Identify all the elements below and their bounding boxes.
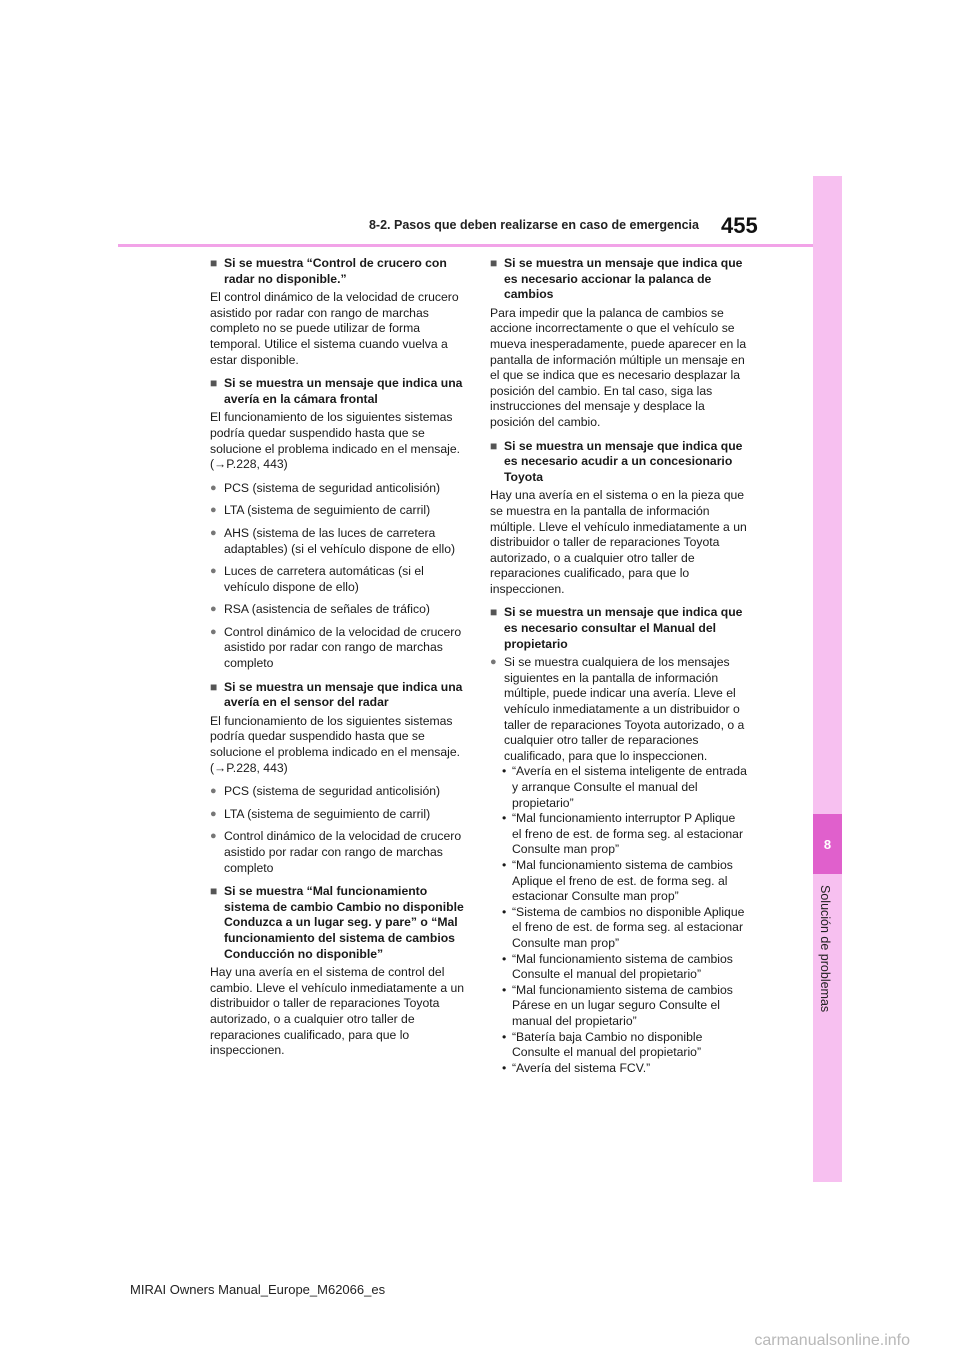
paragraph: El control dinámico de la velocidad de crucero asistido por radar con rango de marchas completo no se puede utilizar de forma temporal. Utilice el sistema cuando vuelva a estar disponible.: [210, 290, 459, 367]
left-column: [210, 256, 468, 1067]
circle-bullet-icon: ●: [210, 603, 217, 616]
square-bullet-icon: ■: [490, 256, 498, 270]
side-tab: [813, 176, 842, 1182]
section-block: [210, 256, 468, 368]
message-item: • “Mal funcionamiento sistema de cambios Consulte el manual del propietario”: [502, 951, 733, 982]
list-item: ● Control dinámico de la velocidad de crucero asistido por radar con rango de marchas completo: [210, 624, 462, 671]
list-item: ● PCS (sistema de seguridad anticolisión): [210, 480, 441, 495]
paragraph: El funcionamiento de los siguientes sistemas podría quedar suspendido hasta que se solucione el problema indicado en el mensaje. (→P.228, 443): [210, 713, 460, 775]
list-item: ● AHS (sistema de las luces de carretera adaptables) (si el vehículo dispone de ello): [210, 525, 456, 556]
section-block: [210, 376, 468, 672]
paragraph: Para impedir que la palanca de cambios se accione incorrectamente o que el vehículo se mueva inesperadamente, puede aparecer en la pantalla de información múltiple un mensaje en el que se indica que es necesario desplazar la posición del cambio. En tal caso, siga las instrucciones del mensaje y desplace la posición del cambio.: [490, 305, 747, 429]
list-item: ● LTA (sistema de seguimiento de carril): [210, 503, 431, 518]
message-item: • “Sistema de cambios no disponible Aplique el freno de est. de forma seg. al estacionar Consulte man prop”: [502, 904, 745, 950]
square-bullet-icon: ■: [210, 884, 218, 899]
right-column: [490, 256, 748, 1084]
watermark: carmanualsonline.info: [754, 1332, 910, 1349]
message-item: • “Mal funcionamiento sistema de cambios Aplique el freno de est. de forma seg. al estacionar Consulte man prop”: [502, 857, 733, 904]
section-block: [490, 605, 748, 1076]
circle-bullet-icon: ●: [210, 504, 217, 517]
list-item: ● Control dinámico de la velocidad de crucero asistido por radar con rango de marchas completo: [210, 829, 462, 875]
section-title: 8-2. Pasos que deben realizarse en caso de emergencia: [368, 218, 699, 232]
section-block: [490, 439, 748, 598]
circle-bullet-icon: ●: [210, 565, 217, 578]
message-item: • “Batería baja Cambio no disponible Consulte el manual del propietario”: [502, 1029, 703, 1060]
circle-bullet-icon: ●: [210, 807, 217, 820]
circle-bullet-icon: ●: [210, 785, 217, 798]
section-heading: ■ Si se muestra un mensaje que indica que es necesario accionar la palanca de cambios: [490, 256, 743, 302]
chapter-label: Solución de problemas: [818, 885, 832, 1013]
section-heading: ■ Si se muestra un mensaje que indica que es necesario consultar el Manual del propietario: [490, 605, 743, 651]
list-item: ● Si se muestra cualquiera de los mensajes siguientes en la pantalla de información múltiple, puede indicar una avería. Lleve el vehículo inmediatamente a un distribuidor o taller de reparaciones Toyota autorizado, o a cualquier otro taller de reparaciones cualificado, para que lo inspeccionen.: [490, 655, 745, 763]
circle-bullet-icon: ●: [210, 481, 217, 494]
message-item: • “Mal funcionamiento interruptor P Aplique el freno de est. de forma seg. al estacionar Consulte man prop”: [502, 811, 744, 857]
list-item: ● RSA (asistencia de señales de tráfico): [210, 602, 430, 617]
list-item: ● Luces de carretera automáticas (si el vehículo dispone de ello): [210, 564, 424, 594]
section-heading: ■ Si se muestra un mensaje que indica una avería en el sensor del radar: [210, 679, 463, 710]
square-bullet-icon: ■: [490, 605, 498, 620]
section-block: [210, 680, 468, 877]
circle-bullet-icon: ●: [210, 625, 217, 638]
page-number: 455: [721, 213, 758, 238]
square-bullet-icon: ■: [210, 679, 218, 694]
message-item: • “Mal funcionamiento sistema de cambios Párese en un lugar seguro Consulte el manual del propietario”: [502, 982, 733, 1028]
section-heading: ■ Si se muestra un mensaje que indica una avería en la cámara frontal: [210, 376, 463, 406]
paragraph: El funcionamiento de los siguientes sistemas podría quedar suspendido hasta que se solucione el problema indicado en el mensaje. (→P.228, 443): [210, 410, 460, 472]
square-bullet-icon: ■: [490, 438, 498, 453]
circle-bullet-icon: ●: [210, 830, 217, 843]
section-heading: ■ Si se muestra un mensaje que indica que es necesario acudir a un concesionario Toyota: [490, 438, 743, 484]
section-heading: ■ Si se muestra “Mal funcionamiento sistema de cambio Cambio no disponible Conduzca a un lugar seg. y pare” o “Mal funcionamiento del sistema de cambios Conducción no disponible”: [210, 884, 464, 961]
square-bullet-icon: ■: [210, 256, 218, 270]
section-heading: ■ Si se muestra “Control de crucero con radar no disponible.”: [210, 256, 447, 286]
footer-text: MIRAI Owners Manual_Europe_M62066_es: [130, 1282, 386, 1297]
section-block: [490, 256, 748, 431]
square-bullet-icon: ■: [210, 376, 218, 391]
message-item: • “Avería del sistema FCV.”: [502, 1060, 651, 1075]
list-item: ● LTA (sistema de seguimiento de carril): [210, 806, 431, 821]
header-rule: [118, 244, 813, 247]
circle-bullet-icon: ●: [490, 656, 497, 669]
message-item: • “Avería en el sistema inteligente de entrada y arranque Consulte el manual del propietario”: [502, 764, 747, 810]
circle-bullet-icon: ●: [210, 526, 217, 539]
chapter-number: 8: [813, 814, 842, 874]
list-item: ● PCS (sistema de seguridad anticolisión): [210, 784, 441, 799]
section-block: [210, 884, 468, 1059]
paragraph: Hay una avería en el sistema de control del cambio. Lleve el vehículo inmediatamente a un distribuidor o taller de reparaciones Toyota autorizado, o a cualquier otro taller de reparaciones cualificado, para que lo inspeccionen.: [210, 965, 465, 1058]
paragraph: Hay una avería en el sistema o en la pieza que se muestra en la pantalla de información múltiple. Lleve el vehículo inmediatamente a un distribuidor o taller de reparaciones Toyota autorizado, o a cualquier otro taller de reparaciones cualificado, para que lo inspeccionen.: [490, 488, 747, 596]
